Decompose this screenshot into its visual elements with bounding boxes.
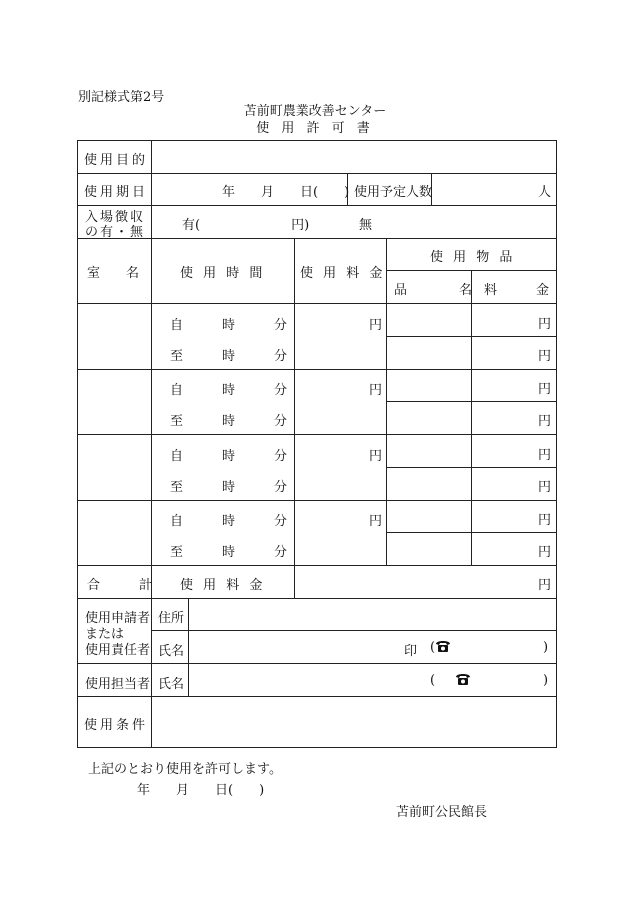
time-from[interactable]: 自 時 分 (170, 383, 288, 398)
item-fee-yen: 円 (538, 317, 552, 332)
item-fee-yen: 円 (538, 414, 552, 429)
org-name: 苫前町農業改善センター (243, 104, 387, 119)
tel-open: ( (430, 673, 436, 688)
label-fee-line1: 入場徴収 (85, 210, 146, 225)
page-title: 使 用 許 可 書 (256, 121, 374, 136)
item-fee-yen: 円 (538, 480, 552, 495)
purpose-field[interactable] (152, 141, 556, 172)
tel-open: ( (430, 640, 436, 655)
time-to[interactable]: 至 時 分 (170, 480, 288, 495)
telephone-icon (435, 639, 451, 652)
label-address: 住所 (158, 611, 185, 626)
label-total-fee: 使 用 料 金 (180, 578, 266, 593)
label-name: 氏名 (158, 677, 185, 692)
time-to[interactable]: 至 時 分 (170, 414, 288, 429)
time-from[interactable]: 自 時 分 (170, 318, 288, 333)
signatory: 苫前町公民館長 (396, 805, 488, 820)
item-fee-yen: 円 (538, 382, 552, 397)
approval-text: 上記のとおり使用を許可します。 (88, 762, 282, 777)
telephone-icon (455, 672, 471, 685)
form-number: 別記様式第2号 (78, 90, 165, 105)
tel-close: ) (543, 673, 549, 688)
label-applicant-l2: または (85, 627, 125, 642)
total-yen: 円 (538, 578, 552, 593)
time-to[interactable]: 至 時 分 (170, 349, 288, 364)
item-fee-yen: 円 (538, 513, 552, 528)
seal-mark: 印 (404, 644, 418, 659)
time-to[interactable]: 至 時 分 (170, 545, 288, 560)
item-fee-yen: 円 (538, 349, 552, 364)
tel-close: ) (543, 640, 549, 655)
conditions-field[interactable] (152, 697, 556, 747)
period-date[interactable]: 年 月 日( ) (222, 185, 350, 200)
label-staff: 使用担当者 (85, 677, 151, 692)
address-field[interactable] (189, 599, 556, 629)
time-from[interactable]: 自 時 分 (170, 514, 288, 529)
fee-no[interactable]: 無 (359, 218, 373, 233)
item-fee-yen: 円 (538, 545, 552, 560)
item-fee-yen: 円 (538, 448, 552, 463)
label-applicant-l3: 使用責任者 (85, 643, 151, 658)
col-item-name: 品 名 (394, 283, 473, 298)
fee-yes[interactable]: 有( 円) (182, 218, 310, 233)
label-applicant-l1: 使用申請者 (85, 611, 151, 626)
col-room: 室 名 (87, 266, 140, 281)
fee-yen: 円 (369, 383, 383, 398)
label-period: 使用期日 (84, 185, 149, 200)
fee-yen: 円 (369, 514, 383, 529)
label-total: 合 計 (87, 578, 153, 593)
fee-yen: 円 (369, 449, 383, 464)
col-items: 使 用 物 品 (430, 250, 516, 265)
label-conditions: 使用条件 (84, 718, 149, 733)
col-item-fee: 料 金 (484, 283, 550, 298)
fee-yen: 円 (369, 318, 383, 333)
approval-date: 年 月 日( ) (137, 783, 265, 798)
people-unit: 人 (538, 185, 552, 200)
label-fee-line2: の有・無 (85, 225, 146, 240)
col-time: 使 用 時 間 (180, 266, 266, 281)
label-name: 氏名 (158, 644, 185, 659)
label-purpose: 使用目的 (84, 153, 149, 168)
col-fee: 使 用 料 金 (300, 266, 386, 281)
label-planned-people: 使用予定人数 (354, 185, 433, 200)
time-from[interactable]: 自 時 分 (170, 449, 288, 464)
